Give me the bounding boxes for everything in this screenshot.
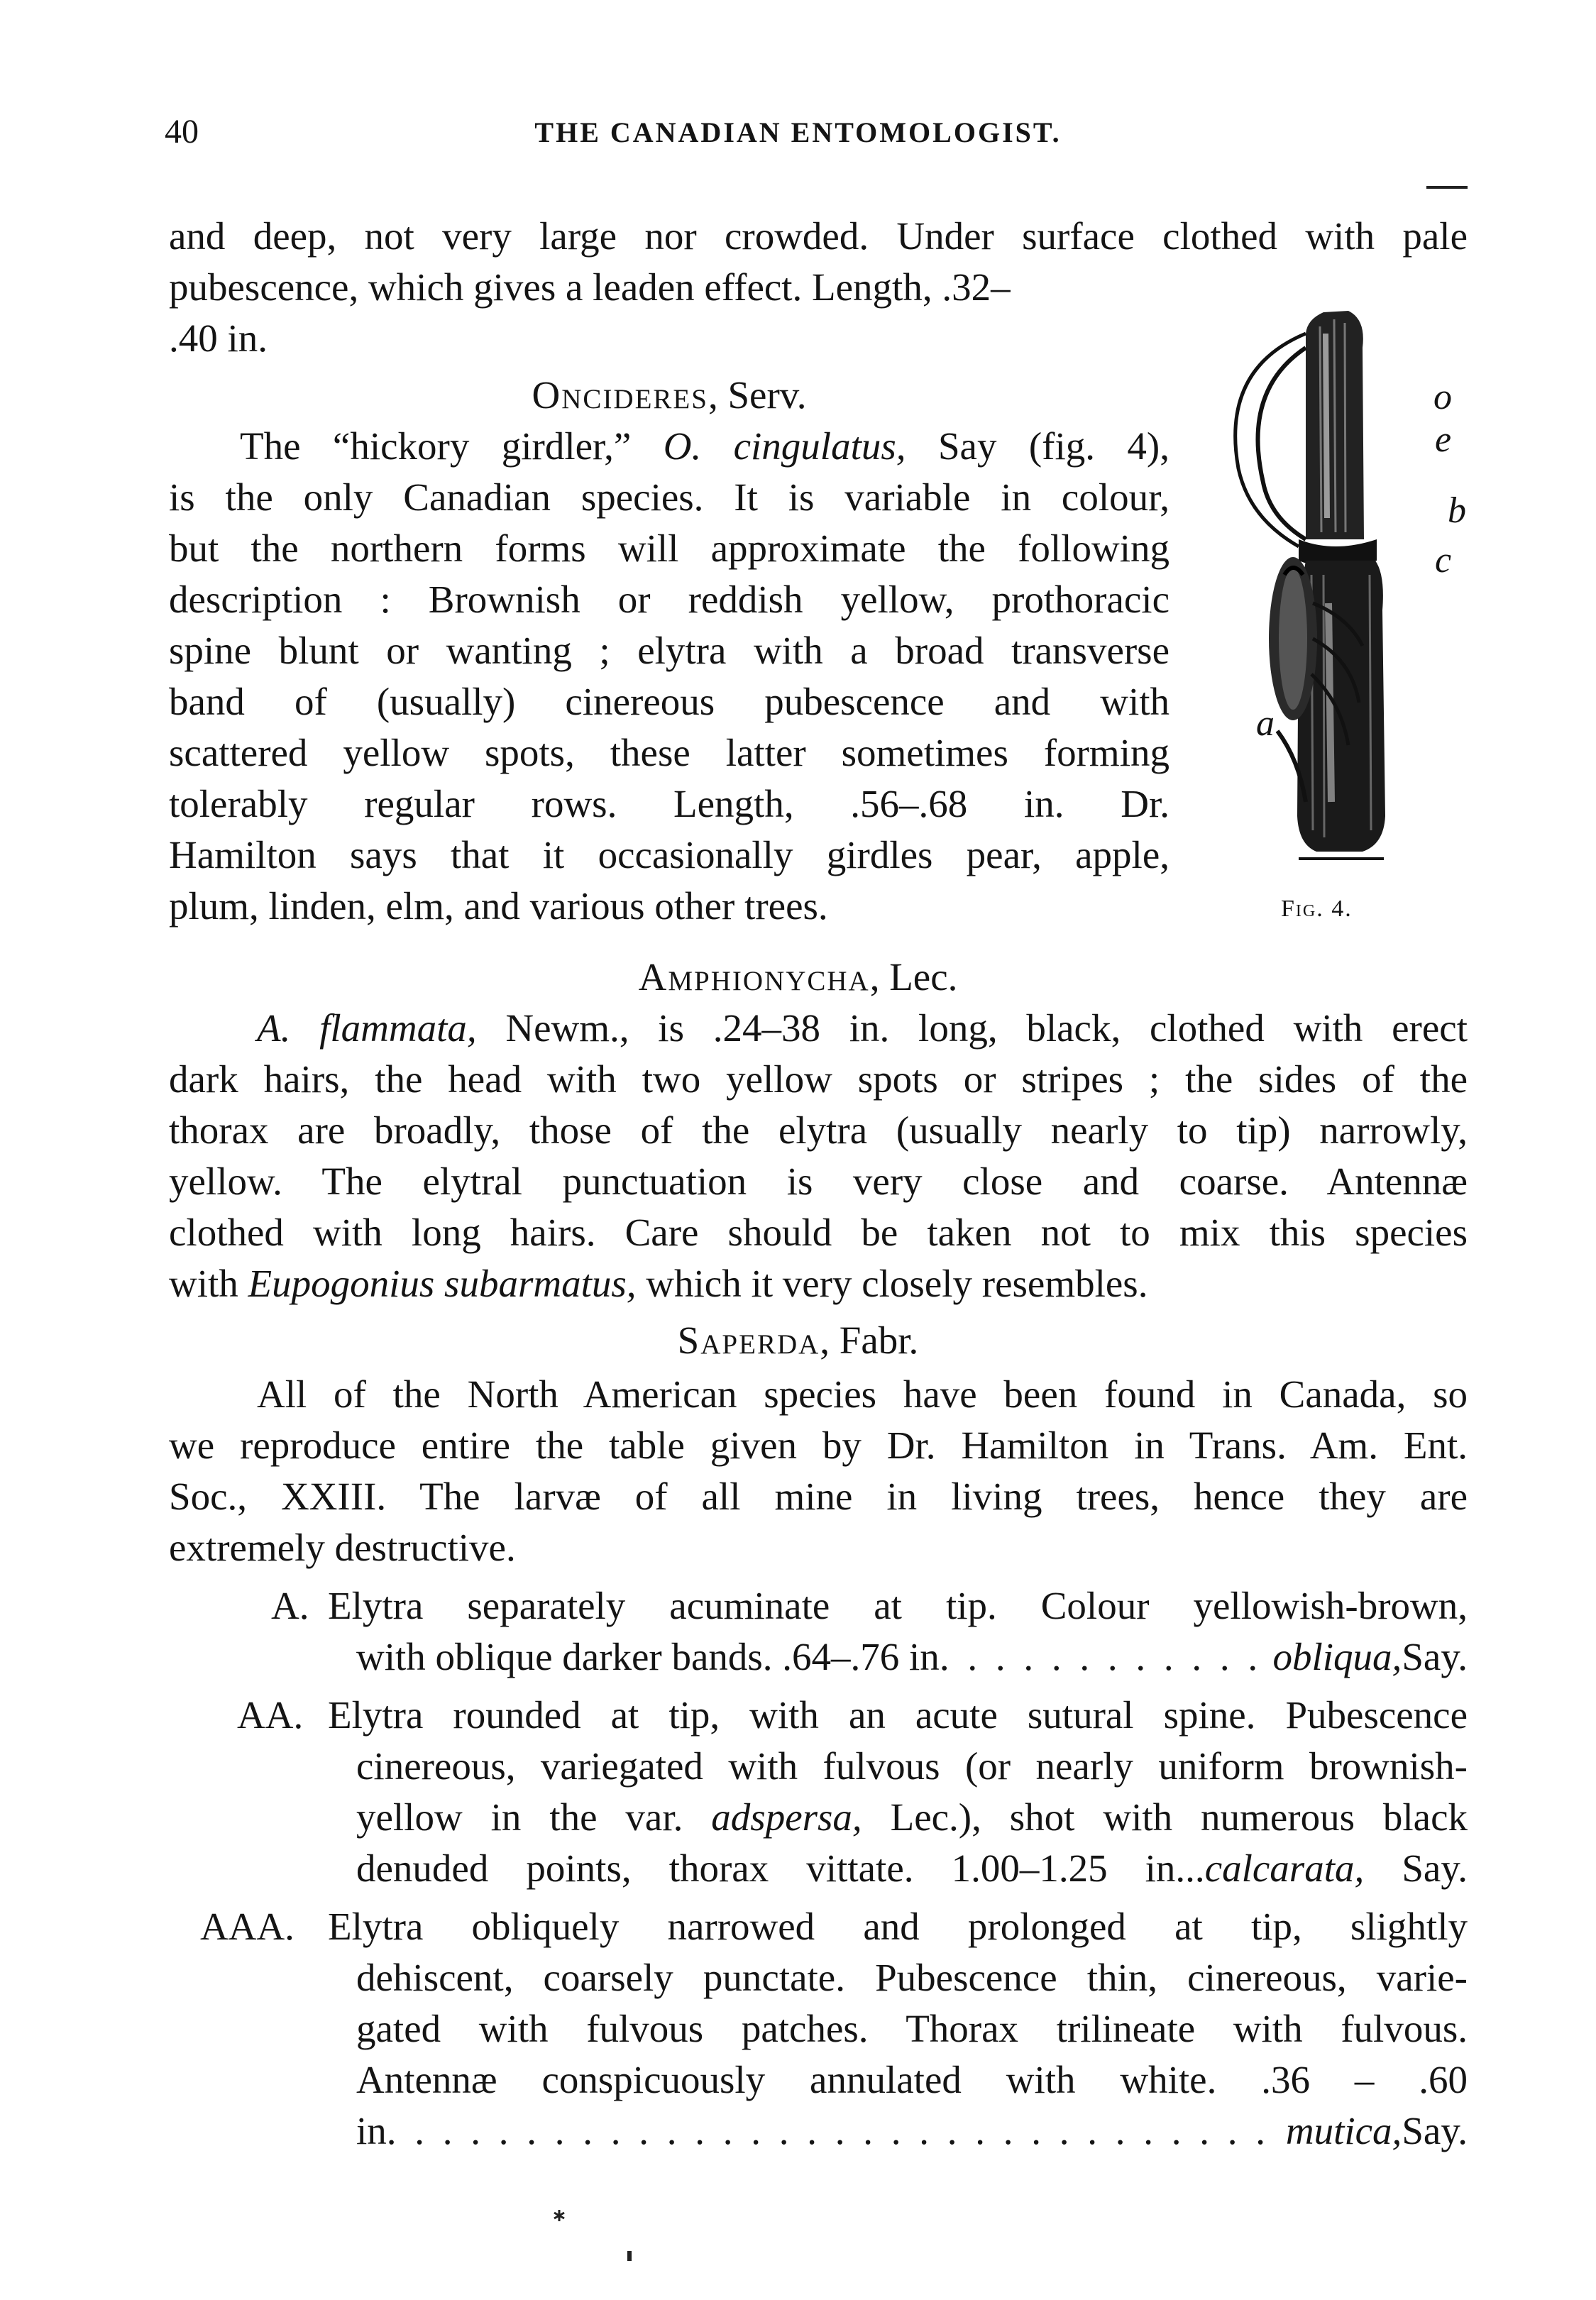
key-aa-line-2: cinereous, variegated with fulvous (or nearly uniform brownish- xyxy=(356,1744,1468,1788)
oncideres-line-2: is the only Canadian species. It is variable in colour, xyxy=(169,475,1170,519)
asterisk-icon xyxy=(552,2208,566,2223)
running-title: THE CANADIAN ENTOMOLOGIST. xyxy=(534,116,1062,148)
amphionycha-line-5: clothed with long hairs. Care should be taken not to mix this species xyxy=(169,1211,1468,1254)
heading-amphionycha xyxy=(0,954,1596,1001)
oncideres-line-1: The “hickory girdler,” O. cingulatus, Say (fig. 4), xyxy=(240,424,1170,468)
key-aaa-line-1: Elytra obliquely narrowed and prolonged at tip, slightly xyxy=(328,1905,1468,1948)
amphionycha-line-6: with Eupogonius subarmatus, which it very closely resembles. xyxy=(169,1262,1148,1305)
oncideres-line-7: scattered yellow spots, these latter sometimes forming xyxy=(169,731,1170,774)
key-label-a: A. xyxy=(271,1584,309,1627)
heading-oncideres xyxy=(169,372,1170,419)
intro-line-3: .40 in. xyxy=(169,317,268,360)
species-name: A. flammata, xyxy=(257,1006,477,1050)
genus-author: , Serv. xyxy=(708,373,807,417)
figure-label-b: b xyxy=(1448,490,1466,531)
oncideres-line-6: band of (usually) cinereous pubescence and with xyxy=(169,680,1170,723)
species-name: calcarata, xyxy=(1204,1847,1365,1890)
genus-author: , Fabr. xyxy=(820,1319,919,1362)
figure-label-o: o xyxy=(1433,377,1452,417)
key-aa-line-1: Elytra rounded at tip, with an acute sutural spine. Pubescence xyxy=(328,1693,1468,1737)
species-name: obliqua, xyxy=(1272,1635,1402,1678)
amphionycha-line-2: dark hairs, the head with two yellow spots or stripes ; the sides of the xyxy=(169,1057,1468,1101)
key-aa-line-3: yellow in the var. adspersa, Lec.), shot with numerous black xyxy=(356,1795,1468,1839)
intro-line-1: and deep, not very large nor crowded. Under surface clothed with pale xyxy=(169,214,1468,258)
oncideres-line-4: description : Brownish or reddish yellow, prothoracic xyxy=(169,578,1170,621)
margin-rule xyxy=(1426,186,1468,189)
saperda-line-4: extremely destructive. xyxy=(169,1526,516,1569)
oncideres-line-5: spine blunt or wanting ; elytra with a broad transverse xyxy=(169,629,1170,672)
saperda-line-3: Soc., XXIII. The larvæ of all mine in living trees, hence they are xyxy=(169,1475,1468,1518)
variety-name: adspersa, xyxy=(711,1795,862,1839)
page-number: 40 xyxy=(165,113,199,150)
genus-name: Saperda xyxy=(677,1319,820,1362)
key-label-aa: AA. xyxy=(237,1693,304,1737)
key-a-line-1: Elytra separately acuminate at tip. Colour yellowish-brown, xyxy=(328,1584,1468,1627)
species-name: O. cingulatus, xyxy=(663,424,906,468)
key-aaa-line-4: Antennæ conspicuously annulated with white. .36 – .60 xyxy=(356,2058,1468,2101)
figure-caption: Fig. 4. xyxy=(1281,896,1353,922)
key-aaa-line-3: gated with fulvous patches. Thorax trilineate with fulvous. xyxy=(356,2007,1468,2050)
genus-name: Oncideres xyxy=(532,373,708,417)
oncideres-line-9: Hamilton says that it occasionally girdles pear, apple, xyxy=(169,833,1170,876)
heading-saperda xyxy=(0,1317,1596,1364)
saperda-line-2: we reproduce entire the table given by Dr. Hamilton in Trans. Am. Ent. xyxy=(169,1424,1468,1467)
genus-author: , Lec. xyxy=(869,955,958,998)
leader-dots xyxy=(940,1634,1273,1680)
intro-line-2: pubescence, which gives a leaden effect. Length, .32– xyxy=(169,265,1011,309)
figure-label-c: c xyxy=(1435,540,1452,580)
key-aaa-line-5: in . . . mutica, Say. xyxy=(356,2108,1468,2155)
species-name: mutica, xyxy=(1285,2109,1402,2152)
key-aaa-line-2: dehiscent, coarsely punctate. Pubescence thin, cinereous, varie- xyxy=(356,1956,1468,1999)
leader-dots xyxy=(387,2108,1286,2155)
genus-name: Amphionycha xyxy=(638,955,870,998)
oncideres-line-10: plum, linden, elm, and various other trees. xyxy=(169,884,828,928)
figure-label-e: e xyxy=(1435,419,1452,460)
figure-label-a: a xyxy=(1256,703,1275,744)
oncideres-line-3: but the northern forms will approximate the following xyxy=(169,527,1170,570)
saperda-line-1: All of the North American species have been found in Canada, so xyxy=(257,1372,1468,1416)
signature-tick xyxy=(627,2251,632,2261)
key-aa-line-4: denuded points, thorax vittate. 1.00–1.25 in...calcarata, Say. xyxy=(356,1847,1468,1890)
signature-mark xyxy=(552,2208,566,2223)
key-a-line-2: with oblique darker bands. .64–.76 in . . . obliqua, Say. xyxy=(356,1634,1468,1680)
key-label-aaa: AAA. xyxy=(200,1905,295,1948)
amphionycha-line-1: A. flammata, Newm., is .24–38 in. long, black, clothed with erect xyxy=(257,1006,1468,1050)
amphionycha-line-3: thorax are broadly, those of the elytra (usually nearly to tip) narrowly, xyxy=(169,1108,1468,1152)
amphionycha-line-4: yellow. The elytral punctuation is very close and coarse. Antennæ xyxy=(169,1160,1468,1203)
oncideres-line-8: tolerably regular rows. Length, .56–.68 in. Dr. xyxy=(169,782,1170,825)
figure-4 xyxy=(1199,305,1483,915)
species-name: Eupogonius subarmatus, xyxy=(248,1262,637,1305)
